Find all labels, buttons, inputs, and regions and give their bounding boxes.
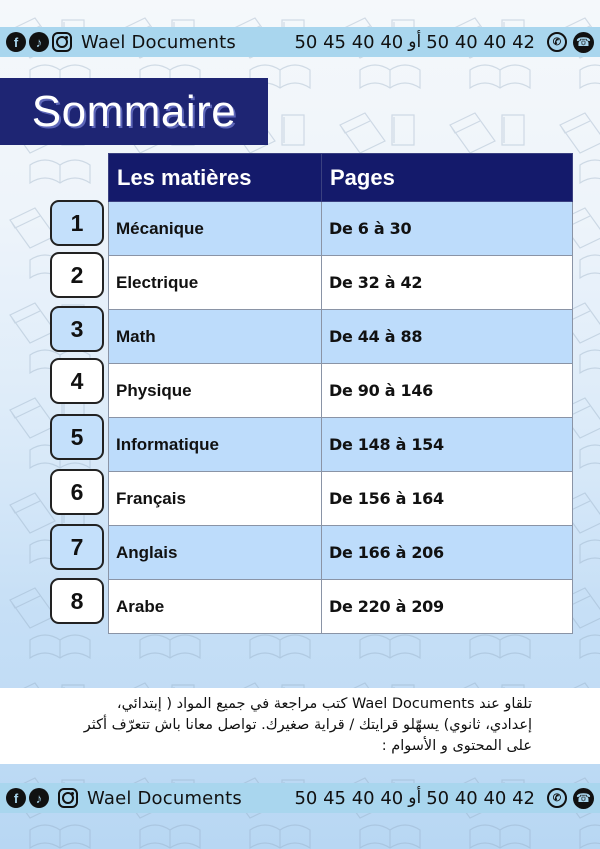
table-row [109, 310, 573, 364]
table-row [109, 472, 573, 526]
brand-name: Wael Documents [87, 787, 242, 809]
table-row [109, 364, 573, 418]
page-title-box [0, 78, 268, 145]
pages-cell: De 156 à 164 [322, 472, 573, 526]
tiktok-icon[interactable]: ♪ [29, 788, 49, 808]
social-icons [6, 32, 72, 52]
phone-number-1: 50 45 40 40 [294, 31, 404, 53]
instagram-icon[interactable] [58, 788, 78, 808]
subject-cell: Math [109, 310, 322, 364]
row-number-badge: 7 [50, 524, 104, 570]
pages-cell: De 6 à 30 [322, 202, 573, 256]
subject-cell: Informatique [109, 418, 322, 472]
contact-icons [547, 788, 594, 809]
pages-cell: De 148 à 154 [322, 418, 573, 472]
phone-icon[interactable]: ☎ [573, 32, 594, 53]
phone-separator: أو [408, 32, 422, 52]
table-row [109, 580, 573, 634]
phone-separator: أو [408, 788, 422, 808]
subject-cell: Mécanique [109, 202, 322, 256]
table-row [109, 256, 573, 310]
pages-cell: De 44 à 88 [322, 310, 573, 364]
subject-cell: Electrique [109, 256, 322, 310]
pages-cell: De 90 à 146 [322, 364, 573, 418]
promo-blurb-box [0, 688, 600, 764]
column-header-pages: Pages [322, 154, 573, 202]
phone-number-1: 50 45 40 40 [294, 787, 404, 809]
pages-cell: De 220 à 209 [322, 580, 573, 634]
whatsapp-icon[interactable]: ✆ [547, 32, 567, 52]
row-number-badge: 8 [50, 578, 104, 624]
subject-cell: Physique [109, 364, 322, 418]
subject-cell: Anglais [109, 526, 322, 580]
brand-name: Wael Documents [81, 31, 236, 53]
pages-cell: De 32 à 42 [322, 256, 573, 310]
table-of-contents [108, 153, 573, 634]
promo-blurb-text: تلقاو عند Wael Documents كتب مراجعة في جميع المواد ( إبتدائي، إعدادي، ثانوي) يسهّلو قرايتك / قراية صغيرك. تواصل معانا باش تتعرّف أكثر على المحتوى و الأسوام : [83, 696, 532, 754]
phone-number-2: 50 40 40 42 [426, 31, 535, 53]
facebook-icon[interactable]: f [6, 788, 26, 808]
row-number-badge: 6 [50, 469, 104, 515]
column-header-subjects: Les matières [109, 154, 322, 202]
row-number-badge: 4 [50, 358, 104, 404]
footer-contact-bar [0, 783, 600, 813]
instagram-icon[interactable] [52, 32, 72, 52]
tiktok-icon[interactable]: ♪ [29, 32, 49, 52]
row-number-badge: 5 [50, 414, 104, 460]
pages-cell: De 166 à 206 [322, 526, 573, 580]
row-number-badge: 3 [50, 306, 104, 352]
whatsapp-icon[interactable]: ✆ [547, 788, 567, 808]
subject-cell: Arabe [109, 580, 322, 634]
header-contact-bar [0, 27, 600, 57]
phone-number-2: 50 40 40 42 [426, 787, 535, 809]
contact-icons [547, 32, 594, 53]
facebook-icon[interactable]: f [6, 32, 26, 52]
social-icons [6, 788, 78, 808]
page-title: Sommaire [31, 86, 237, 136]
table-row [109, 418, 573, 472]
phone-numbers [294, 788, 535, 809]
row-number-badge: 2 [50, 252, 104, 298]
phone-icon[interactable]: ☎ [573, 788, 594, 809]
table-header-row [109, 154, 573, 202]
table-row [109, 526, 573, 580]
subject-cell: Français [109, 472, 322, 526]
table-row [109, 202, 573, 256]
row-number-badge: 1 [50, 200, 104, 246]
phone-numbers [294, 32, 535, 53]
